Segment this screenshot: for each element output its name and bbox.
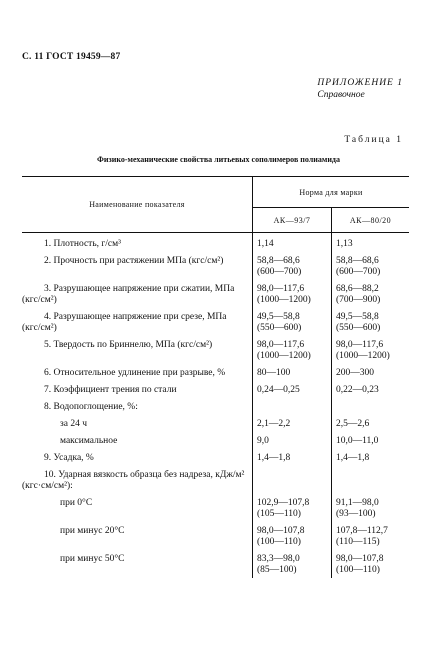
row-value-grade-1: 98,0—117,6 (1000—1200)	[253, 280, 332, 308]
row-value-grade-2	[332, 466, 410, 494]
row-name: 5. Твердость по Бриннелю, МПа (кгс/см²)	[22, 336, 253, 364]
row-value-grade-2: 91,1—98,0 (93—100)	[336, 498, 379, 519]
table-row	[22, 466, 409, 494]
header-norm: Норма для марки	[253, 177, 410, 208]
table-row	[22, 398, 409, 415]
table-row	[22, 381, 409, 398]
row-value-grade-2: 49,5—58,8 (550—600)	[336, 312, 381, 333]
row-value-grade-1: 83,3—98,0 (85—100)	[253, 550, 332, 578]
appendix-label	[317, 77, 403, 101]
header-grade-1: АК—93/7	[253, 208, 332, 233]
row-name: 1. Плотность, г/см³	[22, 233, 253, 253]
row-value-grade-1: 80—100	[253, 364, 332, 381]
row-value-grade-2: 10,0—11,0	[336, 436, 379, 446]
row-name: за 24 ч	[22, 415, 253, 432]
table-row	[22, 449, 409, 466]
row-name: при минус 50°C	[22, 550, 253, 578]
appendix-title: ПРИЛОЖЕНИЕ 1	[317, 78, 403, 88]
row-value-grade-2: 58,8—68,6 (600—700)	[336, 256, 381, 277]
row-name: 8. Водопоглощение, %:	[22, 398, 253, 415]
row-value-grade-1: 102,9—107,8 (105—110)	[253, 494, 332, 522]
row-value-grade-1: 1,4—1,8	[253, 449, 332, 466]
row-value-grade-2: 98,0—107,8 (100—110)	[336, 554, 384, 575]
table-row	[22, 364, 409, 381]
row-name: максимальное	[22, 432, 253, 449]
row-value-grade-2: 0,22—0,23	[336, 385, 379, 395]
row-value-grade-1: 49,5—58,8 (550—600)	[253, 308, 332, 336]
row-value-grade-1	[253, 466, 332, 494]
properties-table	[22, 176, 409, 578]
table-row	[22, 336, 409, 364]
row-value-grade-1: 9,0	[253, 432, 332, 449]
table-row	[22, 308, 409, 336]
row-value-grade-2: 107,8—112,7 (110—115)	[336, 526, 388, 547]
appendix-subtitle: Справочное	[317, 90, 365, 100]
table-row	[22, 550, 409, 578]
row-value-grade-1: 2,1—2,2	[253, 415, 332, 432]
row-name: 2. Прочность при растяжении МПа (кгс/см²)	[22, 252, 253, 280]
table-row	[22, 494, 409, 522]
row-value-grade-2: 2,5—2,6	[336, 419, 370, 429]
table-row	[22, 415, 409, 432]
row-value-grade-2: 1,4—1,8	[336, 453, 370, 463]
row-value-grade-2	[332, 398, 410, 415]
row-name: 7. Коэффициент трения по стали	[22, 381, 253, 398]
page-header: С. 11 ГОСТ 19459—87	[22, 52, 121, 62]
row-name: при 0°C	[22, 494, 253, 522]
row-name: 4. Разрушающее напряжение при срезе, МПа (кгс/см²)	[22, 308, 253, 336]
row-value-grade-2: 200—300	[336, 368, 374, 378]
table-row	[22, 280, 409, 308]
row-value-grade-2: 68,6—88,2 (700—900)	[336, 284, 381, 305]
row-name: 10. Ударная вязкость образца без надреза, кДж/м² (кгс·см/см²):	[22, 466, 253, 494]
row-name: при минус 20°C	[22, 522, 253, 550]
table-caption: Физико-механические свойства литьевых сополимеров полиамида	[97, 155, 340, 164]
row-value-grade-1: 1,14	[253, 233, 332, 253]
row-value-grade-2: 98,0—117,6 (1000—1200)	[336, 340, 390, 361]
row-name: 3. Разрушающее напряжение при сжатии, МПа (кгс/см²)	[22, 280, 253, 308]
table-row	[22, 252, 409, 280]
table-row	[22, 522, 409, 550]
row-value-grade-2: 1,13	[336, 239, 353, 249]
row-name: 9. Усадка, %	[22, 449, 253, 466]
row-value-grade-1: 98,0—107,8 (100—110)	[253, 522, 332, 550]
header-name: Наименование показателя	[22, 177, 253, 233]
row-value-grade-1: 58,8—68,6 (600—700)	[253, 252, 332, 280]
table-row	[22, 233, 409, 253]
header-grade-2: АК—80/20	[332, 208, 410, 233]
table-number: Таблица 1	[344, 135, 403, 145]
row-name: 6. Относительное удлинение при разрыве, %	[22, 364, 253, 381]
table-row	[22, 432, 409, 449]
row-value-grade-1: 0,24—0,25	[253, 381, 332, 398]
table-body	[22, 233, 409, 579]
row-value-grade-1	[253, 398, 332, 415]
row-value-grade-1: 98,0—117,6 (1000—1200)	[253, 336, 332, 364]
